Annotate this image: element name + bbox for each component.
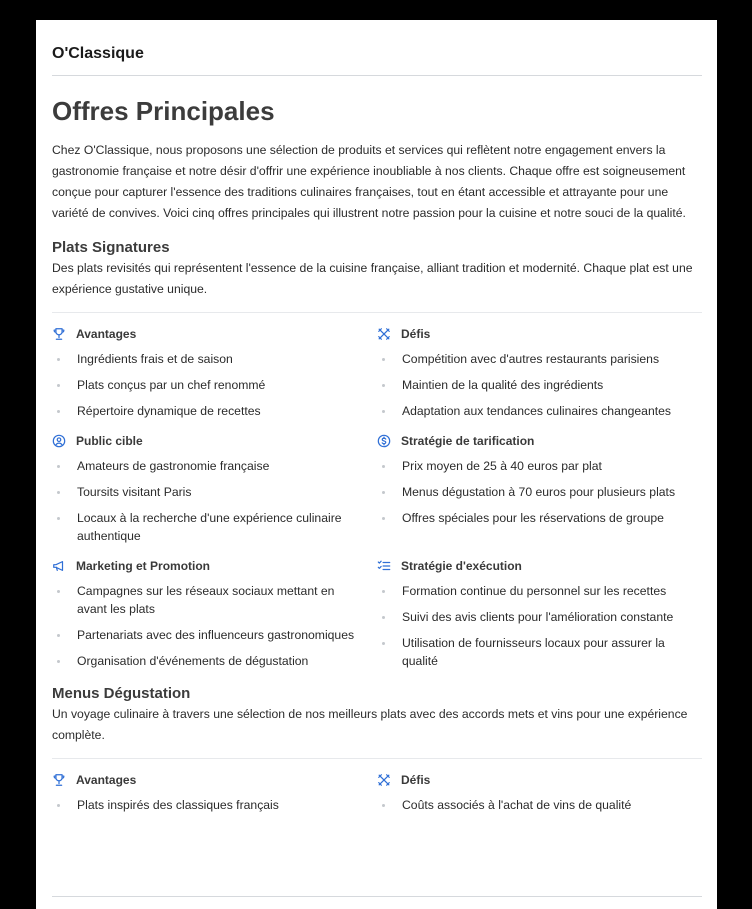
execution-label: Stratégie d'exécution [401,559,522,573]
list-item: Plats inspirés des classiques français [52,796,377,814]
advantages-header [52,326,377,342]
document-content [52,20,702,814]
execution-block [377,558,702,670]
trophy-icon [52,773,66,787]
list-item: Formation continue du personnel sur les recettes [377,582,702,600]
brand-name: O'Classique [52,45,144,62]
page-title: Offres Principales [52,96,275,126]
list-item: Suivi des avis clients pour l'amélioration constante [377,608,702,626]
list-item: Amateurs de gastronomie française [52,457,377,475]
challenges-block [377,326,702,420]
challenges-block [377,772,702,814]
list-item: Répertoire dynamique de recettes [52,402,377,420]
crossed-tools-icon [377,327,391,341]
execution-header [377,558,702,574]
list-item: Coûts associés à l'achat de vins de qualité [377,796,702,814]
marketing-label: Marketing et Promotion [76,559,211,573]
marketing-header [52,558,377,574]
list-item: Ingrédients frais et de saison [52,350,377,368]
challenges-list [377,350,702,420]
pricing-label: Stratégie de tarification [401,434,535,448]
header-divider [52,75,702,76]
list-item: Maintien de la qualité des ingrédients [377,376,702,394]
audience-block [52,433,377,545]
list-item: Utilisation de fournisseurs locaux pour assurer la qualité [377,634,702,670]
challenges-label: Défis [401,773,431,787]
section-description: Des plats revisités qui représentent l'essence de la cuisine française, alliant tradition et modernité. Chaque plat est une expérience gustative unique. [52,261,693,296]
challenges-header [377,326,702,342]
advantages-label: Avantages [76,773,137,787]
challenges-header [377,772,702,788]
execution-list [377,582,702,670]
marketing-list [52,582,377,670]
footer-divider [52,896,702,897]
advantages-list [52,796,377,814]
list-item: Organisation d'événements de dégustation [52,652,377,670]
list-item: Compétition avec d'autres restaurants parisiens [377,350,702,368]
megaphone-icon [52,559,66,573]
list-item: Toursits visitant Paris [52,483,377,501]
advantages-label: Avantages [76,327,137,341]
crossed-tools-icon [377,773,391,787]
audience-list [52,457,377,545]
pricing-block [377,433,702,545]
advantages-list [52,350,377,420]
marketing-block [52,558,377,670]
challenges-label: Défis [401,327,431,341]
challenges-list [377,796,702,814]
dollar-circle-icon [377,434,391,448]
pricing-header [377,433,702,449]
pricing-list [377,457,702,527]
list-item: Menus dégustation à 70 euros pour plusieurs plats [377,483,702,501]
list-item: Locaux à la recherche d'une expérience culinaire authentique [52,509,377,545]
intro-paragraph: Chez O'Classique, nous proposons une sélection de produits et services qui reflètent notre engagement envers la gastronomie française et notre désir d'offrir une expérience inoubliable à nos clients. Chaque offre est soigneusement conçue pour capturer l'essence des traditions culinaires françaises, tout en étant accessible et attrayante pour une variété de convives. Voici cinq offres principales qui illustrent notre passion pour la cuisine et notre souci de la qualité. [52,143,686,220]
audience-header [52,433,377,449]
offer-details-grid [52,759,702,814]
list-item: Plats conçus par un chef renommé [52,376,377,394]
list-item: Offres spéciales pour les réservations de groupe [377,509,702,527]
user-circle-icon [52,434,66,448]
trophy-icon [52,327,66,341]
section-title: Plats Signatures [52,239,170,256]
section-title: Menus Dégustation [52,685,191,702]
document-page [36,20,717,909]
list-item: Prix moyen de 25 à 40 euros par plat [377,457,702,475]
offer-section [52,238,702,670]
advantages-block [52,326,377,420]
section-description: Un voyage culinaire à travers une sélection de nos meilleurs plats avec des accords mets et vins pour une expérience complète. [52,707,688,742]
advantages-block [52,772,377,814]
checklist-icon [377,559,391,573]
list-item: Partenariats avec des influenceurs gastronomiques [52,626,377,644]
list-item: Campagnes sur les réseaux sociaux mettant en avant les plats [52,582,377,618]
offer-details-grid [52,313,702,670]
offer-section [52,684,702,814]
list-item: Adaptation aux tendances culinaires changeantes [377,402,702,420]
audience-label: Public cible [76,434,143,448]
advantages-header [52,772,377,788]
